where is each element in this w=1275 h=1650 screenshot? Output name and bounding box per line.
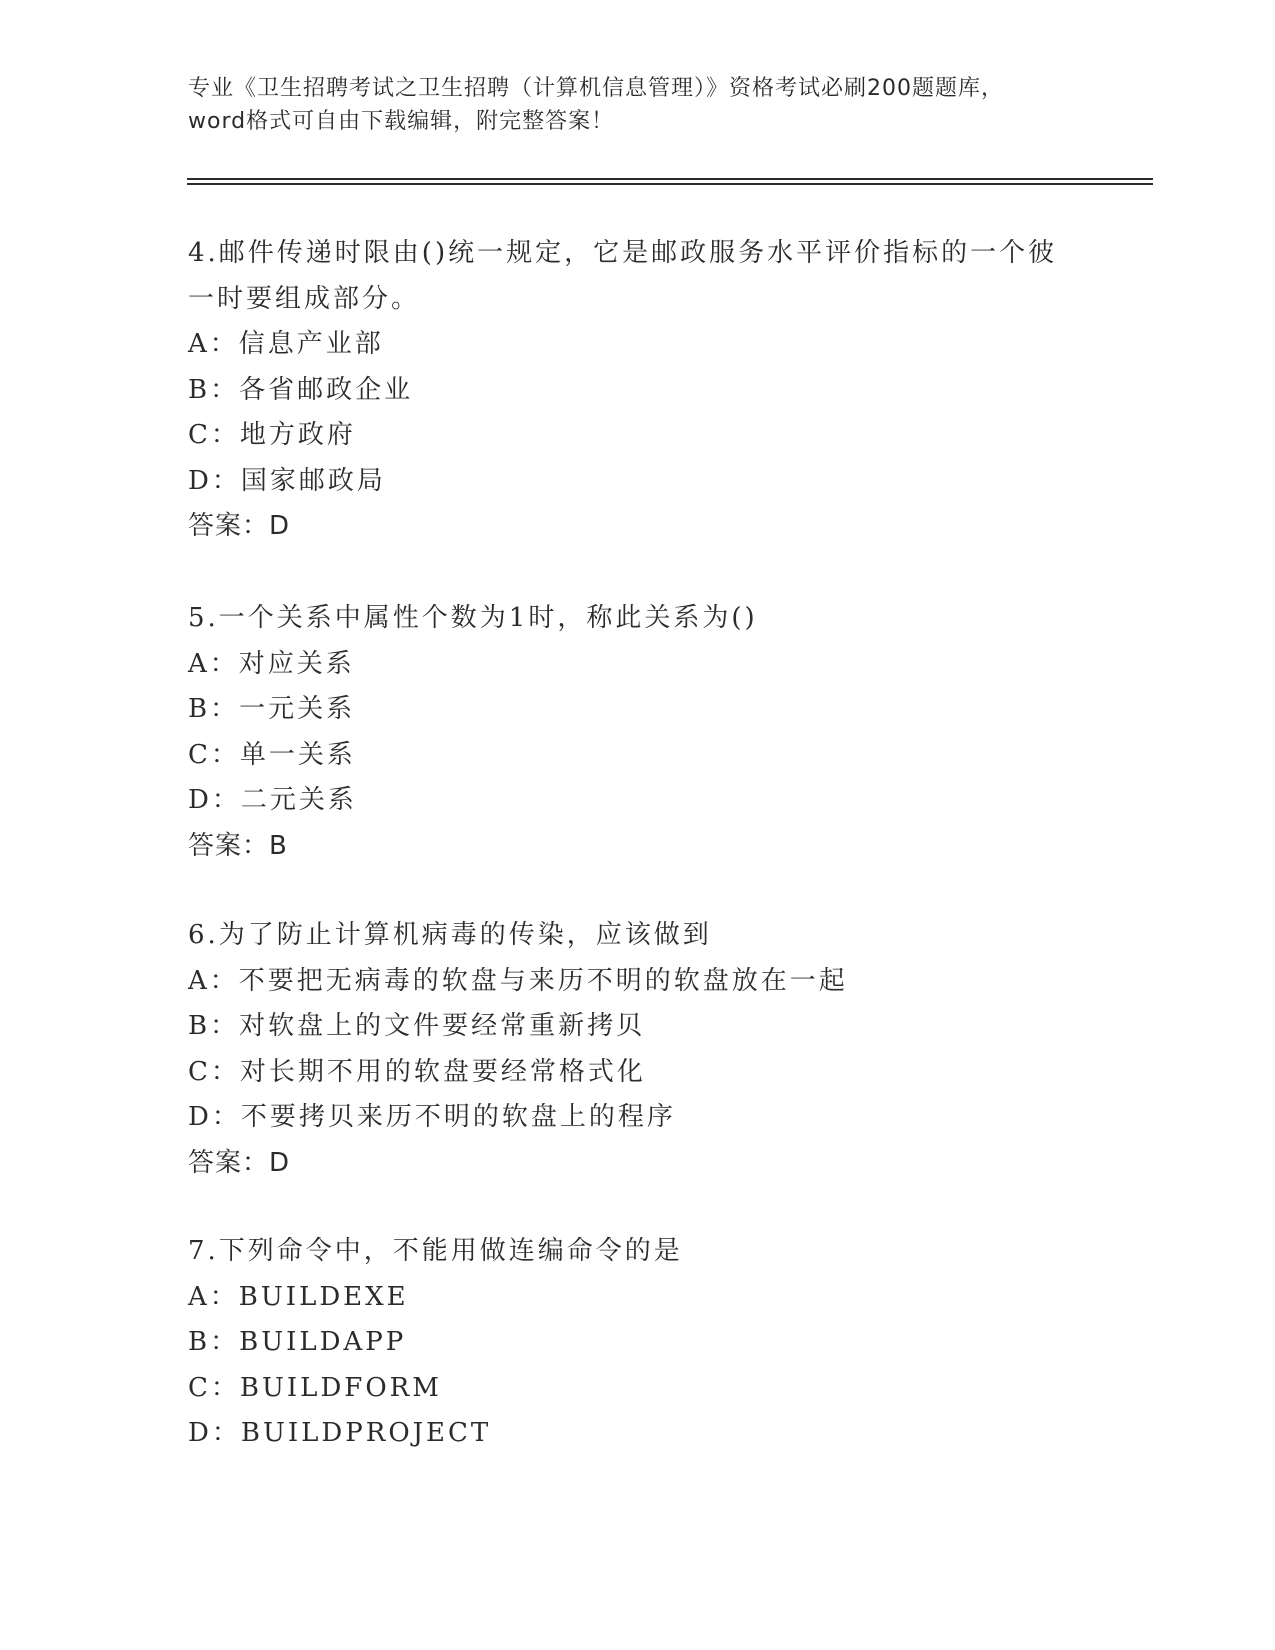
- header-divider-bottom: [187, 183, 1153, 185]
- header-line-1: 专业《卫生招聘考试之卫生招聘（计算机信息管理）》资格考试必刷200题题库，: [188, 76, 1004, 101]
- option-d: D：国家邮政局: [188, 465, 386, 496]
- answer-line: [188, 504, 1088, 550]
- answer-label: 答案：: [188, 511, 270, 541]
- option-b: B：BUILDAPP: [188, 1327, 407, 1357]
- answer-label: 答案：: [188, 830, 270, 861]
- option-b: B：对软盘上的文件要经常重新拷贝: [188, 1011, 646, 1041]
- question-stem-line: 7.下列命令中，不能用做连编命令的是: [188, 1236, 683, 1266]
- question-4: [188, 231, 1088, 550]
- option-c: C：地方政府: [188, 420, 356, 450]
- answer-line: [188, 1141, 1088, 1187]
- question-5: [188, 596, 1088, 869]
- question-stem-line: 5.一个关系中属性个数为1时，称此关系为(): [188, 603, 758, 633]
- document-header: [188, 72, 1088, 138]
- option-d: D：BUILDPROJECT: [188, 1418, 492, 1448]
- question-stem-line: 4.邮件传递时限由()统一规定，它是邮政服务水平评价指标的一个彼: [188, 238, 1058, 268]
- answer-value: D: [269, 1147, 291, 1178]
- question-6: [188, 913, 1088, 1186]
- answer-value: D: [269, 511, 291, 541]
- option-b: B：一元关系: [188, 694, 356, 724]
- answer-line: [188, 824, 1088, 870]
- option-a: A：对应关系: [188, 648, 355, 679]
- option-c: C：BUILDFORM: [188, 1372, 442, 1403]
- option-d: D：不要拷贝来历不明的软盘上的程序: [188, 1102, 676, 1132]
- option-a: A：信息产业部: [188, 329, 384, 359]
- answer-value: B: [269, 830, 288, 861]
- answer-label: 答案：: [188, 1147, 270, 1178]
- question-7: [188, 1229, 1088, 1457]
- option-d: D：二元关系: [188, 785, 357, 815]
- option-a: A：BUILDEXE: [188, 1281, 409, 1312]
- option-b: B：各省邮政企业: [188, 374, 414, 405]
- header-line-2: word格式可自由下载编辑，附完整答案！: [188, 109, 615, 134]
- option-a: A：不要把无病毒的软盘与来历不明的软盘放在一起: [188, 965, 848, 996]
- option-c: C：单一关系: [188, 739, 356, 770]
- option-c: C：对长期不用的软盘要经常格式化: [188, 1056, 646, 1087]
- question-stem-line: 6.为了防止计算机病毒的传染，应该做到: [188, 920, 712, 950]
- header-divider-top: [187, 178, 1153, 180]
- question-stem-line: 一时要组成部分。: [188, 283, 421, 314]
